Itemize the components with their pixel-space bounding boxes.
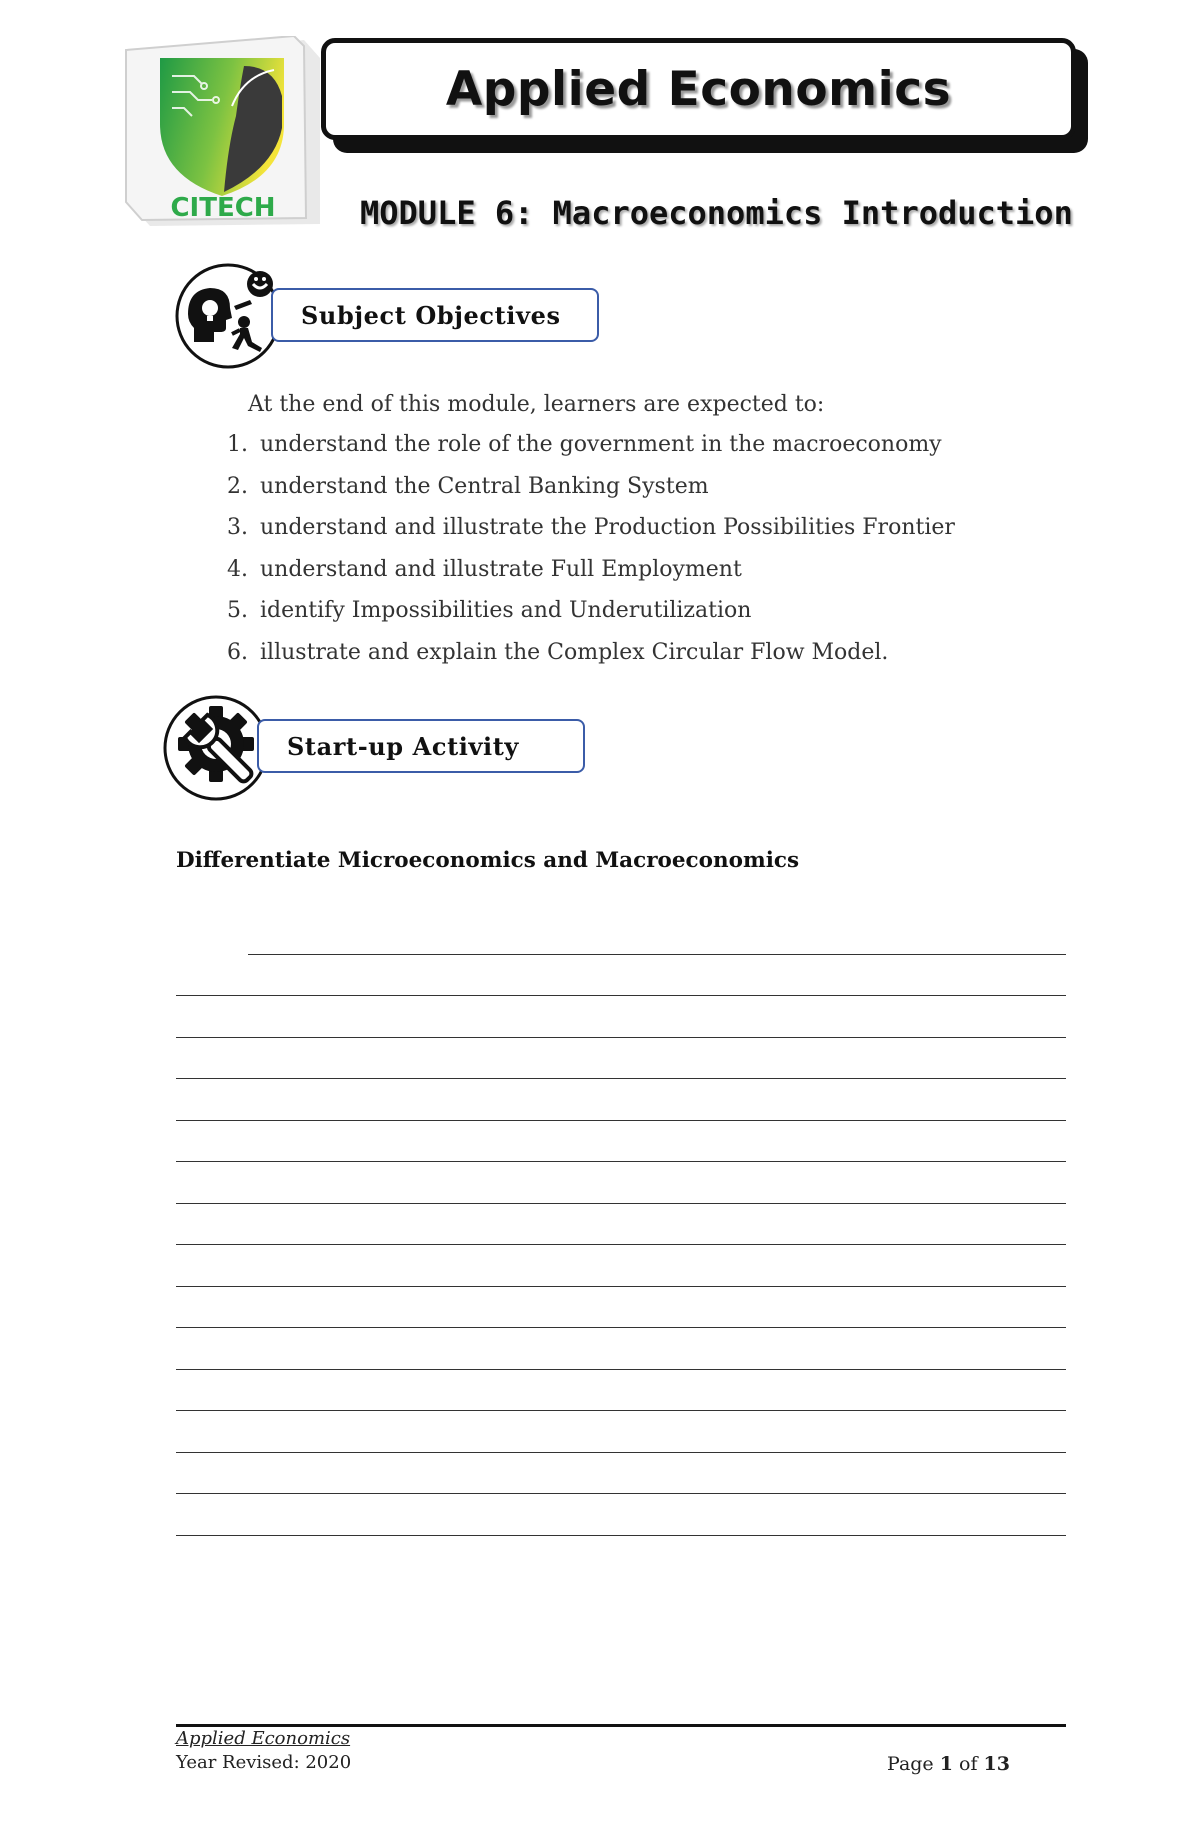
logo-text: CITECH (170, 193, 276, 223)
activity-prompt: Differentiate Microeconomics and Macroeconomics (176, 848, 800, 873)
list-item-number: 5. (227, 598, 248, 624)
gear-wrench-icon (162, 694, 270, 802)
page-label: Page (887, 1753, 934, 1775)
list-item (208, 557, 955, 599)
objectives-list (208, 432, 955, 682)
list-item-number: 6. (227, 639, 248, 665)
answer-line[interactable] (176, 1493, 1066, 1494)
list-item (208, 432, 955, 474)
footer-year-revised: Year Revised: 2020 (176, 1752, 352, 1773)
list-item (208, 640, 955, 682)
objectives-heading: Subject Objectives (301, 300, 561, 330)
answer-line[interactable] (176, 995, 1066, 996)
list-item-number: 3. (227, 515, 248, 541)
objectives-intro: At the end of this module, learners are expected to: (248, 392, 825, 417)
list-item-number: 4. (227, 556, 248, 582)
answer-line[interactable] (176, 1452, 1066, 1453)
page-number (887, 1753, 1010, 1775)
activity-heading-box (257, 719, 585, 773)
page-of: of (959, 1753, 978, 1775)
list-item (208, 474, 955, 516)
answer-line[interactable] (248, 954, 1066, 955)
list-item-text: understand and illustrate Full Employment (260, 556, 742, 582)
answer-line[interactable] (176, 1369, 1066, 1370)
footer-rule (176, 1724, 1066, 1727)
answer-line[interactable] (176, 1037, 1066, 1038)
footer-title: Applied Economics (176, 1728, 351, 1749)
answer-line[interactable] (176, 1286, 1066, 1287)
activity-heading: Start-up Activity (287, 731, 519, 761)
list-item (208, 515, 955, 557)
answer-line[interactable] (176, 1161, 1066, 1162)
list-item-text: identify Impossibilities and Underutilization (260, 598, 752, 624)
list-item-text: understand the Central Banking System (260, 473, 709, 499)
page-current: 1 (939, 1753, 953, 1775)
citech-logo (124, 36, 322, 228)
page-title: Applied Economics (445, 61, 952, 117)
list-item-text: understand and illustrate the Production Possibilities Frontier (260, 515, 955, 541)
page-total: 13 (983, 1753, 1010, 1775)
answer-line[interactable] (176, 1078, 1066, 1079)
list-item-text: understand the role of the government in the macroeconomy (260, 432, 942, 457)
answer-line[interactable] (176, 1244, 1066, 1245)
answer-line[interactable] (176, 1327, 1066, 1328)
list-item-number: 2. (227, 473, 248, 499)
list-item-text: illustrate and explain the Complex Circular Flow Model. (260, 639, 889, 665)
answer-line[interactable] (176, 1535, 1066, 1536)
answer-line[interactable] (176, 1410, 1066, 1411)
answer-line[interactable] (176, 1203, 1066, 1204)
objectives-heading-box (271, 288, 599, 342)
answer-line[interactable] (176, 1120, 1066, 1121)
list-item (208, 598, 955, 640)
title-box (321, 38, 1076, 140)
module-title: MODULE 6: Macroeconomics Introduction (360, 194, 1073, 232)
head-lightbulb-runner-icon (174, 262, 282, 370)
list-item-number: 1. (227, 432, 248, 457)
